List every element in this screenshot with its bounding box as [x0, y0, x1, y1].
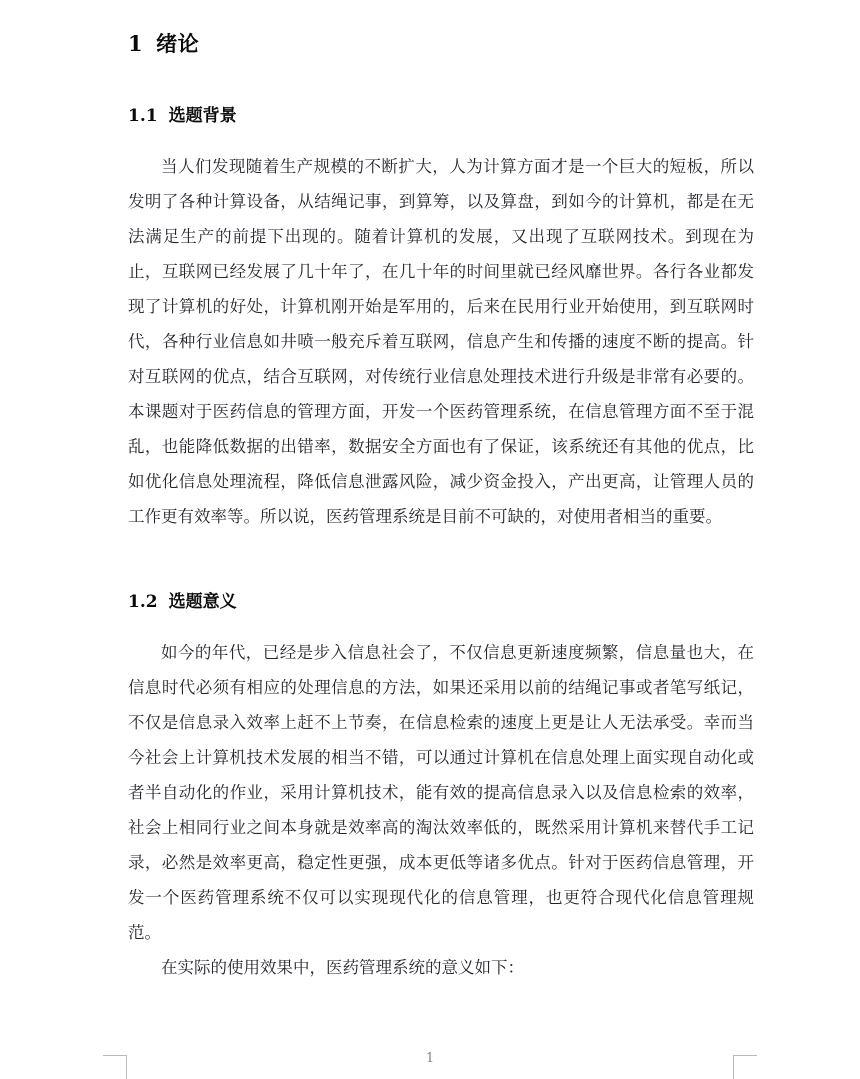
page-content — [128, 0, 754, 985]
section-title-1-1: 选题背景 — [168, 106, 237, 127]
chapter-number: 1 — [128, 31, 144, 56]
section-heading-1-2 — [128, 534, 754, 614]
chapter-heading — [128, 0, 754, 58]
section-title-1-2: 选题意义 — [168, 592, 237, 613]
section-number-1-2: 1.2 — [128, 592, 158, 613]
section-number-1-1: 1.1 — [128, 106, 158, 127]
paragraph-significance-lead-in: 在实际的使用效果中，医药管理系统的意义如下： — [161, 958, 524, 978]
crop-mark-bottom-right-icon — [733, 1055, 757, 1079]
crop-mark-bottom-left-icon — [103, 1055, 127, 1079]
paragraph-background: 当人们发现随着生产规模的不断扩大，人为计算方面才是一个巨大的短板，所以发明了各种计算设备，从结绳记事，到算筹，以及算盘，到如今的计算机，都是在无法满足生产的前提下出现的。随着计算机的发展，又出现了互联网技术。到现在为止，互联网已经发展了几十年了，在几十年的时间里就已经风靡世界。各行各业都发现了计算机的好处，计算机刚开始是军用的，后来在民用行业开始使用，到互联网时代，各种行业信息如井喷一般充斥着互联网，信息产生和传播的速度不断的提高。针对互联网的优点，结合互联网，对传统行业信息处理技术进行升级是非常有必要的。本课题对于医药信息的管理方面，开发一个医药管理系统，在信息管理方面不至于混乱，也能降低数据的出错率，数据安全方面也有了保证，该系统还有其他的优点，比如优化信息处理流程，降低信息泄露风险，减少资金投入，产出更高，让管理人员的工作更有效率等。所以说，医药管理系统是目前不可缺的，对使用者相当的重要。 — [128, 157, 754, 527]
section-heading-1-1 — [128, 58, 754, 128]
chapter-title: 绪论 — [156, 32, 200, 56]
page-number: 1 — [425, 1051, 435, 1066]
paragraph-significance: 如今的年代，已经是步入信息社会了，不仅信息更新速度频繁，信息量也大，在信息时代必须有相应的处理信息的方法，如果还采用以前的结绳记事或者笔写纸记，不仅是信息录入效率上赶不上节奏，在信息检索的速度上更是让人无法承受。幸而当今社会上计算机技术发展的相当不错，可以通过计算机在信息处理上面实现自动化或者半自动化的作业，采用计算机技术，能有效的提高信息录入以及信息检索的效率，社会上相同行业之间本身就是效率高的淘汰效率低的，既然采用计算机来替代手工记录，必然是效率更高，稳定性更强，成本更低等诸多优点。针对于医药信息管理，开发一个医药管理系统不仅可以实现现代化的信息管理，也更符合现代化信息管理规范。 — [128, 643, 754, 943]
